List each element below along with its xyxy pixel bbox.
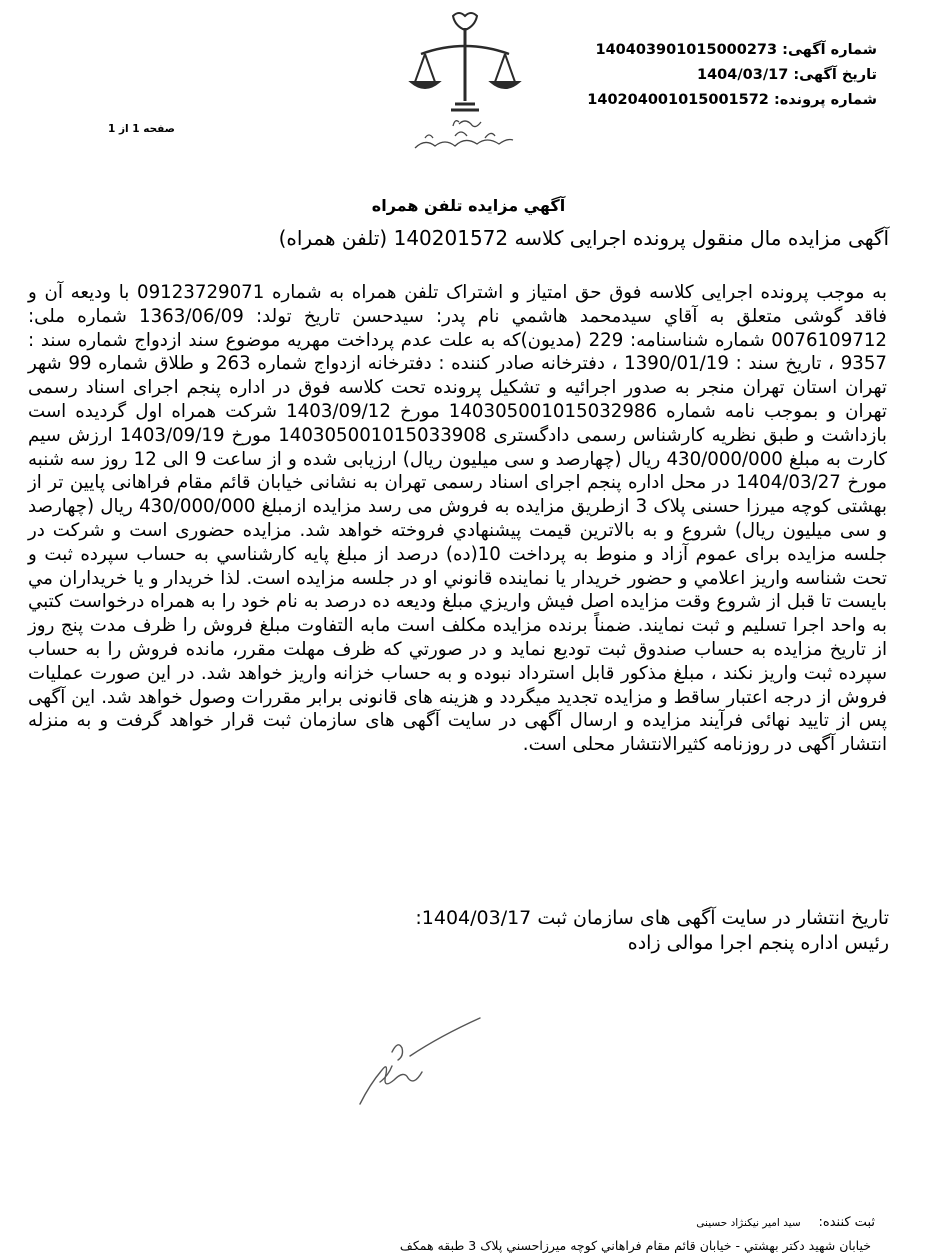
notice-subtitle: آگهی مزایده مال منقول پرونده اجرایی کلاسه 140201572 (تلفن همراه) (278, 226, 889, 250)
judiciary-emblem-icon (395, 6, 545, 156)
office-address: خیابان شهید دکتر بهشتي - خیابان قائم مقام فراهاني كوچه ميرزاحسني پلاک 3 طبقه همكف (399, 1238, 871, 1253)
ad-number-value: 14040390101500027‌3 (595, 42, 778, 58)
registrar-line (696, 1215, 875, 1230)
notice-meta (587, 38, 877, 113)
ad-date-label: تاریخ آگهی: (793, 67, 877, 83)
ad-number-label: شماره آگهی: (782, 42, 877, 58)
publication-date: تاریخ انتشار در سایت آگهی های سازمان ثبت 1404/03/17: (415, 907, 889, 929)
file-number-value: 14020400101500157‌2 (587, 92, 769, 108)
ad-date-value: 1404/03/17 (697, 67, 789, 83)
ad-date-row (587, 63, 877, 88)
signatory-name: رئیس اداره پنجم اجرا موالی زاده (627, 932, 889, 954)
ad-number-row (587, 38, 877, 63)
notice-title: آگهي مزايده تلفن همراه (371, 196, 566, 215)
registrar-label: ثبت کننده: (818, 1215, 875, 1230)
file-number-label: شماره پرونده: (773, 92, 877, 108)
handwritten-signature (350, 1012, 490, 1112)
registrar-name: سید امیر نیکنژاد حسینی (696, 1217, 801, 1229)
notice-body: به موجب پرونده اجرایی کلاسه فوق حق امتیاز و اشتراک تلفن همراه به شماره 09123729071 با ودیعه آن و فاقد گوشی متعلق به آقاي سیدمحمد هاشمي نام پدر: سیدحسن تاریخ تولد: 1363/06/09 شماره ملی: 0076109712 شماره شناسنامه: 229 (مدیون)که به علت عدم پرداخت مهریه موضوع سند ازدواج شماره سند : 9357 ، تاریخ سند : 1390/01/19 ، دفترخانه صادر کننده : دفترخانه ازدواج شماره 263 و طلاق شماره 99 شهر تهران استان تهران منجر به صدور اجرائیه و تشکیل پرونده تحت کلاسه فوق در اداره پنجم اجرای اسناد رسمی تهران و بموجب نامه شماره 14030500101503298‌6 مورخ 1403/09/12 شرکت همراه اول گردیده است بازداشت و طبق نظریه کارشناس رسمی دادگستری 14030500101503390‌8 مورخ 1403/09/19 ارزش سیم کارت به مبلغ 430/000/000 ریال (چهارصد و سی میلیون ریال) ارزیابی شده و از ساعت 9 الی 12 روز سه شنبه مورخ 1404/03/27 در محل اداره پنجم اجرای اسناد رسمی تهران به نشانی خیابان قائم مقام فراهانی پایین تر از بهشتی کوچه میرزا حسنی پلاک 3 ازطریق مزایده به فروش می رسد مزایده ازمبلغ 430/000/000 ریال (چهارصد و سی میلیون ریال) شروع و به بالاترین قیمت پیشنهادي فروخته خواهد شد. مزایده حضوری است و شرکت در جلسه مزایده برای عموم آزاد و منوط به پرداخت 10(ده) درصد از مبلغ پایه کارشناسي به حساب سپرده ثبت و تحت شناسه واریز اعلامي و حضور خریدار یا نماینده قانوني او در جلسه مزایده است. لذا خریدار و یا خریداران مي بایست تا قبل از شروع وقت مزایده اصل فیش واریزي مبلغ ودیعه ده درصد به نام خود را به همراه درخواست کتبي به واحد اجرا تسلیم و ثبت نمایند. ضمناً برنده مزایده مکلف است مابه التفاوت مبلغ فروش را ظرف مدت پنج روز از تاریخ مزایده به حساب صندوق ثبت تودیع نماید و در صورتي که ظرف مهلت مقرر، مانده فروش را به حساب سپرده ثبت واریز نکند ، مبلغ مذکور قابل استرداد نبوده و به حساب خزانه واریز خواهد شد. در این صورت عملیات فروش از درجه اعتبار ساقط و مزایده تجدید میگردد و هزینه های قانونی برابر مقررات وصول خواهد شد. این آگهی پس از تایید نهائی فرآیند مزایده و ارسال آگهی در سایت آگهی های سازمان ثبت قرار خواهد گرفت و به منزله انتشار آگهی در روزنامه کثیرالانتشار محلی است. (28, 282, 887, 756)
file-number-row (587, 88, 877, 113)
page-indicator: صفحه 1 از 1 (108, 123, 175, 135)
